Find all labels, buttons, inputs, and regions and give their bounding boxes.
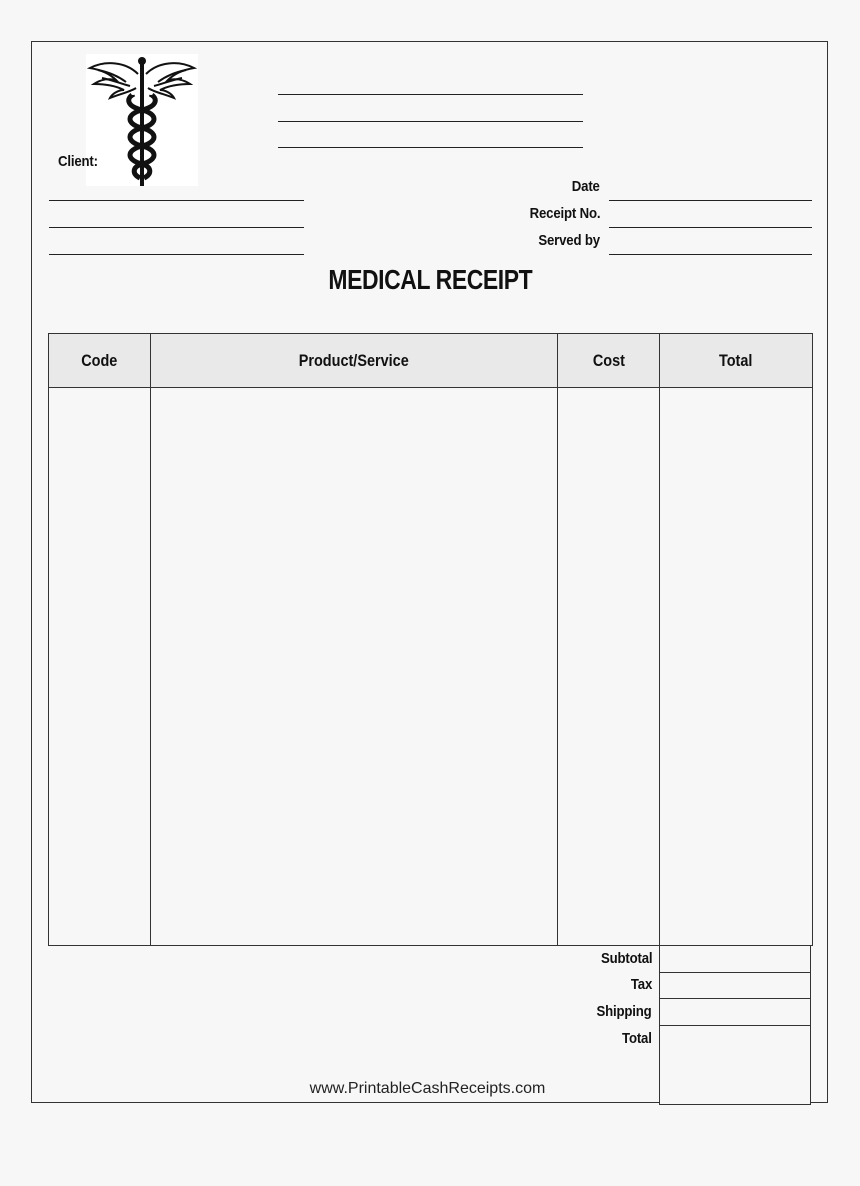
column-header-total: Total bbox=[660, 334, 813, 388]
served-by-field[interactable] bbox=[609, 254, 812, 255]
column-header-cost: Cost bbox=[558, 334, 660, 388]
receipt-no-label: Receipt No. bbox=[529, 205, 600, 222]
shipping-label: Shipping bbox=[596, 1003, 652, 1020]
table-row bbox=[49, 388, 813, 946]
total-label: Total bbox=[622, 1030, 652, 1047]
address-line-1[interactable] bbox=[278, 94, 583, 95]
column-header-product-service: Product/Service bbox=[151, 334, 558, 388]
caduceus-logo bbox=[86, 54, 198, 186]
cost-cell[interactable] bbox=[558, 388, 660, 946]
total-cell[interactable] bbox=[660, 388, 813, 946]
subtotal-field[interactable] bbox=[659, 945, 811, 973]
page-title: MEDICAL RECEIPT bbox=[328, 264, 532, 295]
shipping-field[interactable] bbox=[659, 998, 811, 1026]
client-label: Client: bbox=[58, 153, 98, 170]
caduceus-icon bbox=[86, 54, 198, 186]
address-line-3[interactable] bbox=[278, 147, 583, 148]
code-cell[interactable] bbox=[49, 388, 151, 946]
footer-url: www.PrintableCashReceipts.com bbox=[309, 1080, 546, 1097]
date-label: Date bbox=[572, 178, 600, 195]
column-header-code: Code bbox=[49, 334, 151, 388]
table-header-row bbox=[49, 334, 813, 388]
product-service-cell[interactable] bbox=[151, 388, 558, 946]
address-line-2[interactable] bbox=[278, 121, 583, 122]
tax-field[interactable] bbox=[659, 972, 811, 999]
tax-label: Tax bbox=[630, 976, 652, 993]
client-line-3[interactable] bbox=[49, 254, 304, 255]
subtotal-label: Subtotal bbox=[600, 950, 652, 967]
client-line-2[interactable] bbox=[49, 227, 304, 228]
date-field[interactable] bbox=[609, 200, 812, 201]
receipt-no-field[interactable] bbox=[609, 227, 812, 228]
served-by-label: Served by bbox=[538, 232, 600, 249]
client-line-1[interactable] bbox=[49, 200, 304, 201]
items-table bbox=[48, 333, 813, 946]
